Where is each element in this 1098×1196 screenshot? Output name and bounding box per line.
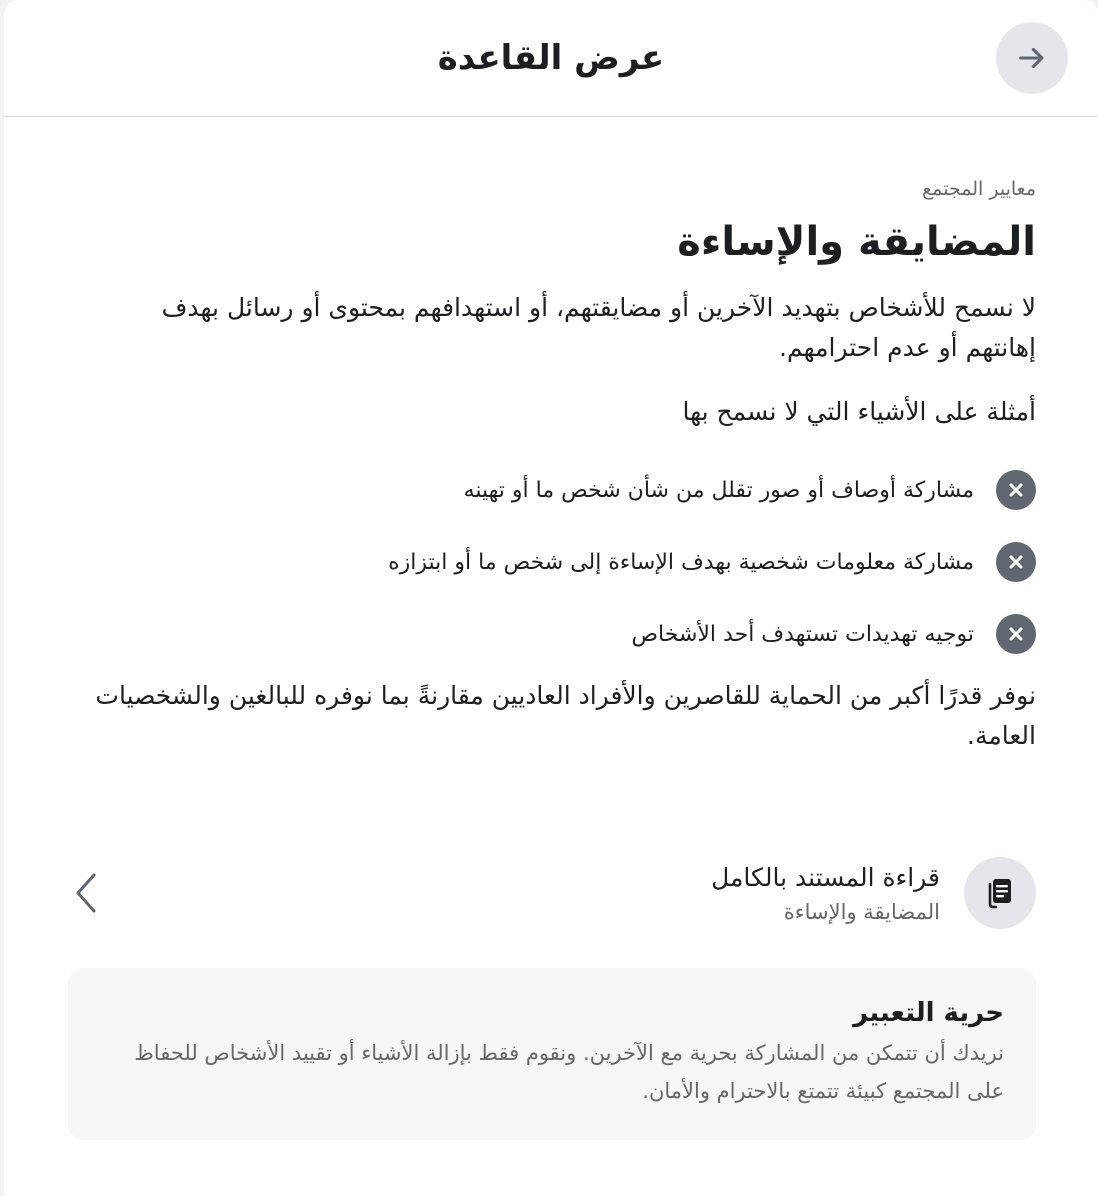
rule-panel bbox=[4, 0, 1098, 1196]
document-link-title: قراءة المستند بالكامل bbox=[711, 862, 940, 892]
page-title: عرض القاعدة bbox=[437, 38, 665, 78]
x-circle-icon bbox=[996, 614, 1036, 654]
chevron-left-icon bbox=[64, 871, 108, 915]
x-circle-icon bbox=[996, 542, 1036, 582]
document-link-subtitle: المضايقة والإساءة bbox=[783, 899, 940, 924]
freedom-text: نريدك أن تتمكن من المشاركة بحرية مع الآخرين. ونقوم فقط بإزالة الأشياء أو تقييد الأشخاص للحفاظ على المجتمع كبيئة تتمتع بالاحترام والأمان. bbox=[134, 1041, 1004, 1103]
breadcrumb: معايير المجتمع bbox=[922, 178, 1036, 200]
minors-note: نوفر قدرًا أكبر من الحماية للقاصرين والأفراد العاديين مقارنةً بما نوفره للبالغين والشخصيات العامة. bbox=[95, 681, 1036, 750]
back-button[interactable] bbox=[996, 22, 1068, 94]
example-text: توجيه تهديدات تستهدف أحد الأشخاص bbox=[631, 621, 974, 647]
freedom-of-expression-card bbox=[68, 968, 1036, 1140]
rule-intro: لا نسمح للأشخاص بتهديد الآخرين أو مضايقتهم، أو استهدافهم بمحتوى أو رسائل بهدف إهانتهم أو عدم احترامهم. bbox=[161, 293, 1036, 362]
example-text: مشاركة أوصاف أو صور تقلل من شأن شخص ما أو تهينه bbox=[463, 477, 974, 503]
arrow-right-icon bbox=[1015, 41, 1049, 75]
list-item bbox=[88, 454, 1036, 526]
freedom-title: حرية التعبير bbox=[853, 998, 1004, 1028]
rule-title: المضايقة والإساءة bbox=[677, 219, 1036, 265]
list-item bbox=[88, 526, 1036, 598]
x-circle-icon bbox=[996, 470, 1036, 510]
list-item bbox=[88, 598, 1036, 670]
examples-list bbox=[88, 454, 1036, 670]
rule-content bbox=[88, 170, 1036, 756]
examples-heading: أمثلة على الأشياء التي لا نسمح بها bbox=[682, 397, 1036, 426]
example-text: مشاركة معلومات شخصية بهدف الإساءة إلى شخص ما أو ابتزازه bbox=[388, 549, 974, 575]
document-icon bbox=[964, 857, 1036, 929]
document-link-texts bbox=[108, 863, 940, 924]
read-full-document-link[interactable] bbox=[64, 848, 1036, 938]
header bbox=[4, 0, 1098, 117]
